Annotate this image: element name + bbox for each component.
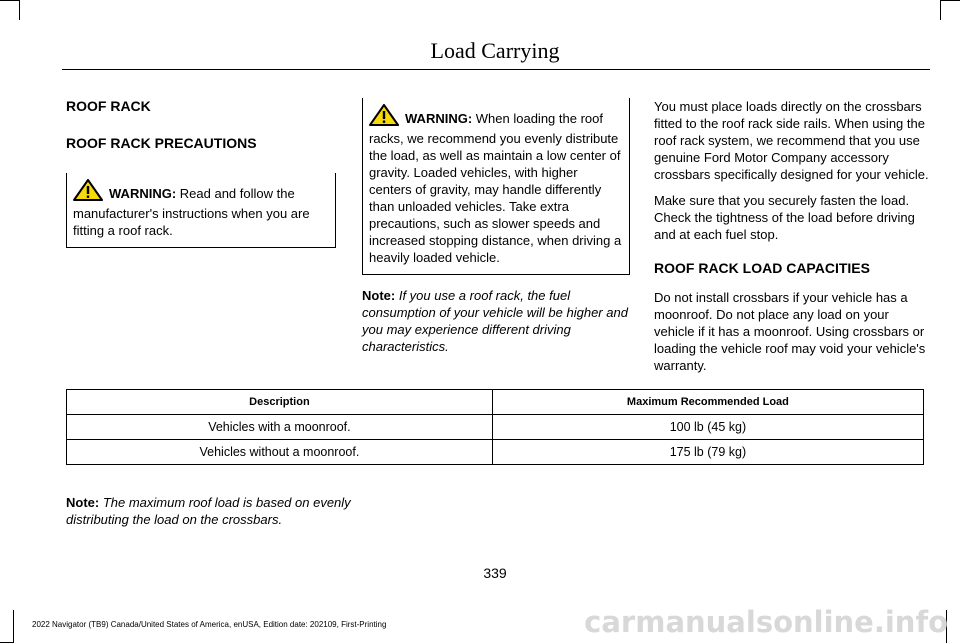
crop-mark-top-left [0,0,20,1]
warning-text: Read and follow the manufacturer's instructions when you are fitting a roof rack. [73,186,310,238]
left-column [66,98,336,248]
crop-mark-top-right [940,0,960,1]
table-cell-load: 100 lb (45 kg) [492,415,923,440]
note-text: If you use a roof rack, the fuel consumption of your vehicle will be higher and you may experience different driving characteristics. [362,288,628,354]
warning-text: When loading the roof racks, we recommend you evenly distribute the load, as well as maintain a low center of gravity. Loaded vehicles, with higher centers of gravity, may handle differently than unloaded vehicles. Take extra precautions, such as slower speeds and increased stopping distance, when driving a heavily loaded vehicle. [369,111,622,265]
footer-edition-info: 2022 Navigator (TB9) Canada/United States of America, enUSA, Edition date: 202109, First-Printing [32,620,387,629]
crop-mark-top-left-vertical [19,0,20,20]
section-heading-roof-rack: ROOF RACK [66,98,151,114]
table-header-row [67,390,924,415]
warning-label: WARNING: [405,111,473,126]
paragraph-crossbars: You must place loads directly on the crossbars fitted to the roof rack side rails. When using the roof rack system, we recommend that you use genuine Ford Motor Company accessory crossbars specifically designed for your vehicle. [654,99,929,182]
paragraph-moonroof: Do not install crossbars if your vehicle has a moonroof. Do not place any load on your vehicle if it has a moonroof. Using crossbars or loading the vehicle roof may void your vehicle's warranty. [654,290,926,373]
title-divider [62,69,930,70]
note-label: Note: [362,288,396,303]
table-cell-load: 175 lb (79 kg) [492,440,923,465]
middle-column [362,98,630,364]
page-title: Load Carrying [430,38,560,63]
crop-mark-top-right-vertical [940,0,941,20]
table-row [67,440,924,465]
section-heading-load-capacities: ROOF RACK LOAD CAPACITIES [654,260,870,276]
load-capacity-table [66,389,924,465]
warning-triangle-icon [73,179,103,205]
crop-mark-bottom-left-vertical [13,610,14,643]
warning-box-loading [362,98,630,275]
right-column [654,98,930,383]
table-cell-description: Vehicles with a moonroof. [67,415,493,440]
note-label: Note: [66,495,100,510]
table-cell-description: Vehicles without a moonroof. [67,440,493,465]
warning-triangle-icon [369,104,399,130]
note-fuel-consumption [362,287,630,355]
note-max-roof-load [66,494,366,528]
watermark: carmanualsonline.info [584,605,948,639]
table-row [67,415,924,440]
column-header-max-load: Maximum Recommended Load [492,390,923,415]
paragraph-fasten-load: Make sure that you securely fasten the load. Check the tightness of the load before driving and at each fuel stop. [654,193,915,242]
page-number: 339 [483,565,507,581]
warning-label: WARNING: [109,186,177,201]
section-heading-precautions: ROOF RACK PRECAUTIONS [66,135,257,151]
warning-box-fitting [66,173,336,248]
note-text: The maximum roof load is based on evenly distributing the load on the crossbars. [66,495,351,527]
column-header-description: Description [67,390,493,415]
